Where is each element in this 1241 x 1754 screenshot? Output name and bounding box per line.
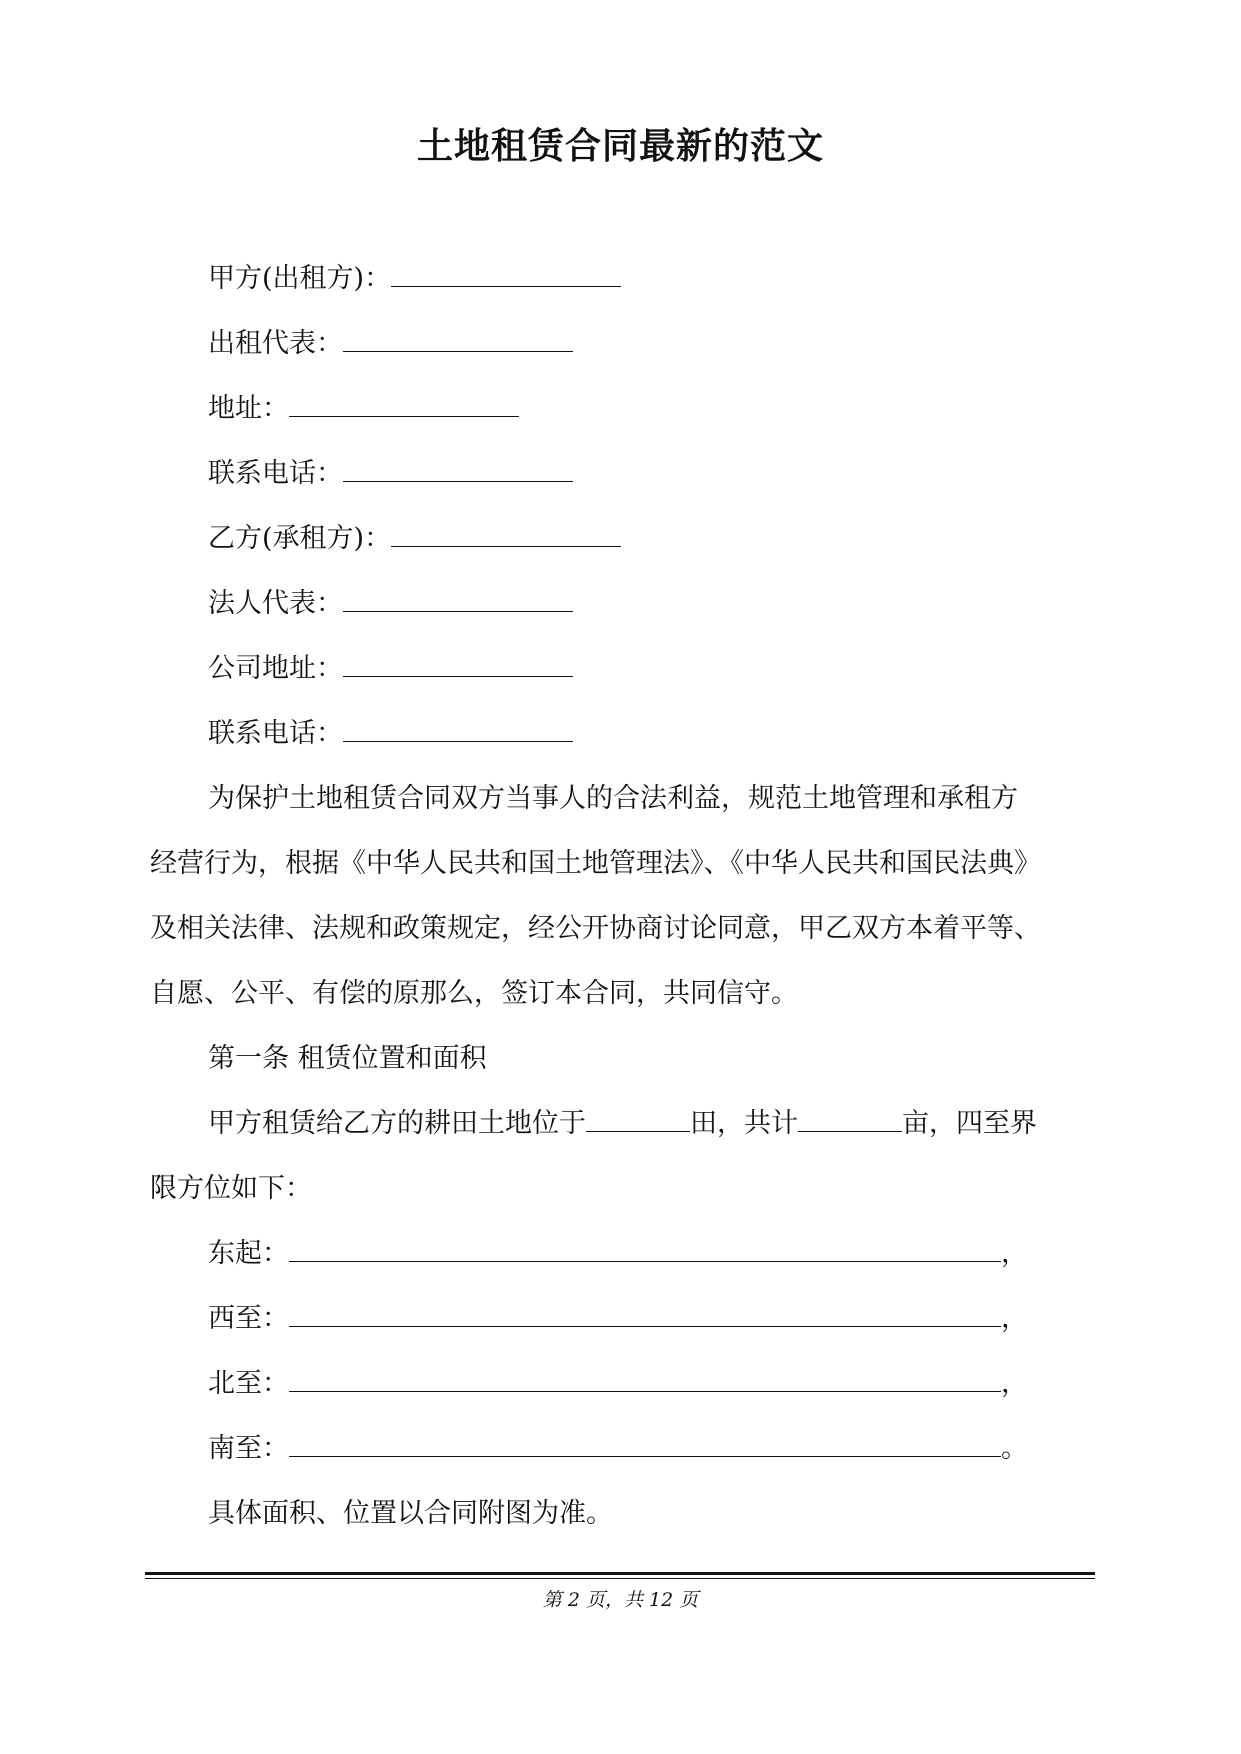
north-punct: ， bbox=[1001, 1368, 1028, 1399]
phone-a-label: 联系电话： bbox=[208, 458, 343, 489]
west-label: 西至： bbox=[208, 1303, 289, 1334]
legal-rep-line bbox=[150, 571, 1110, 636]
party-b-blank bbox=[391, 524, 621, 547]
phone-a-blank bbox=[343, 459, 573, 482]
east-boundary-line bbox=[150, 1221, 1110, 1286]
document-body bbox=[150, 246, 1110, 1546]
north-boundary-line bbox=[150, 1351, 1110, 1416]
south-blank bbox=[289, 1434, 1001, 1457]
representative-label: 出租代表： bbox=[208, 328, 343, 359]
west-punct: ， bbox=[1001, 1303, 1028, 1334]
north-label: 北至： bbox=[208, 1368, 289, 1399]
party-a-blank bbox=[391, 264, 621, 287]
preamble-line-4: 自愿、公平、有偿的原那么，签订本合同，共同信守。 bbox=[150, 978, 798, 1009]
phone-a-line bbox=[150, 441, 1110, 506]
east-label: 东起： bbox=[208, 1238, 289, 1269]
north-blank bbox=[289, 1369, 1001, 1392]
footer-rule-thin bbox=[145, 1578, 1095, 1579]
footer-rule-thick bbox=[145, 1572, 1095, 1575]
representative-line bbox=[150, 311, 1110, 376]
article-1-text-c: 亩，四至界 bbox=[902, 1108, 1037, 1139]
south-label: 南至： bbox=[208, 1433, 289, 1464]
phone-b-line bbox=[150, 701, 1110, 766]
location-blank bbox=[586, 1109, 690, 1132]
article-1-text-b: 田，共计 bbox=[690, 1108, 798, 1139]
phone-b-label: 联系电话： bbox=[208, 718, 343, 749]
south-boundary-line bbox=[150, 1416, 1110, 1481]
party-b-label: 乙方(承租方)： bbox=[208, 523, 392, 554]
company-address-label: 公司地址： bbox=[208, 653, 343, 684]
east-punct: ， bbox=[1001, 1238, 1028, 1269]
south-punct: 。 bbox=[1001, 1433, 1028, 1464]
representative-blank bbox=[343, 329, 573, 352]
document-title: 土地租赁合同最新的范文 bbox=[416, 125, 824, 167]
preamble-line-2: 经营行为，根据《中华人民共和国土地管理法》、《中华人民共和国民法典》 bbox=[150, 848, 1041, 879]
east-blank bbox=[289, 1239, 1001, 1262]
article-1-heading: 第一条 租赁位置和面积 bbox=[208, 1043, 487, 1074]
party-a-line bbox=[150, 246, 1110, 311]
legal-rep-blank bbox=[343, 589, 573, 612]
article-1-line-1 bbox=[150, 1091, 1110, 1156]
address-line bbox=[150, 376, 1110, 441]
area-note: 具体面积、位置以合同附图为准。 bbox=[208, 1498, 613, 1529]
preamble-line-1: 为保护土地租赁合同双方当事人的合法利益，规范土地管理和承租方 bbox=[208, 783, 1018, 814]
acreage-blank bbox=[798, 1109, 902, 1132]
page-number: 第 2 页，共 12 页 bbox=[542, 1589, 699, 1611]
address-blank bbox=[289, 394, 519, 417]
legal-rep-label: 法人代表： bbox=[208, 588, 343, 619]
article-1-line-2: 限方位如下： bbox=[150, 1173, 312, 1204]
party-b-line bbox=[150, 506, 1110, 571]
article-1-text-a: 甲方租赁给乙方的耕田土地位于 bbox=[208, 1108, 586, 1139]
west-blank bbox=[289, 1304, 1001, 1327]
preamble-line-3: 及相关法律、法规和政策规定，经公开协商讨论同意，甲乙双方本着平等、 bbox=[150, 913, 1041, 944]
phone-b-blank bbox=[343, 719, 573, 742]
company-address-blank bbox=[343, 654, 573, 677]
party-a-label: 甲方(出租方)： bbox=[208, 263, 392, 294]
company-address-line bbox=[150, 636, 1110, 701]
address-label: 地址： bbox=[208, 393, 289, 424]
west-boundary-line bbox=[150, 1286, 1110, 1351]
